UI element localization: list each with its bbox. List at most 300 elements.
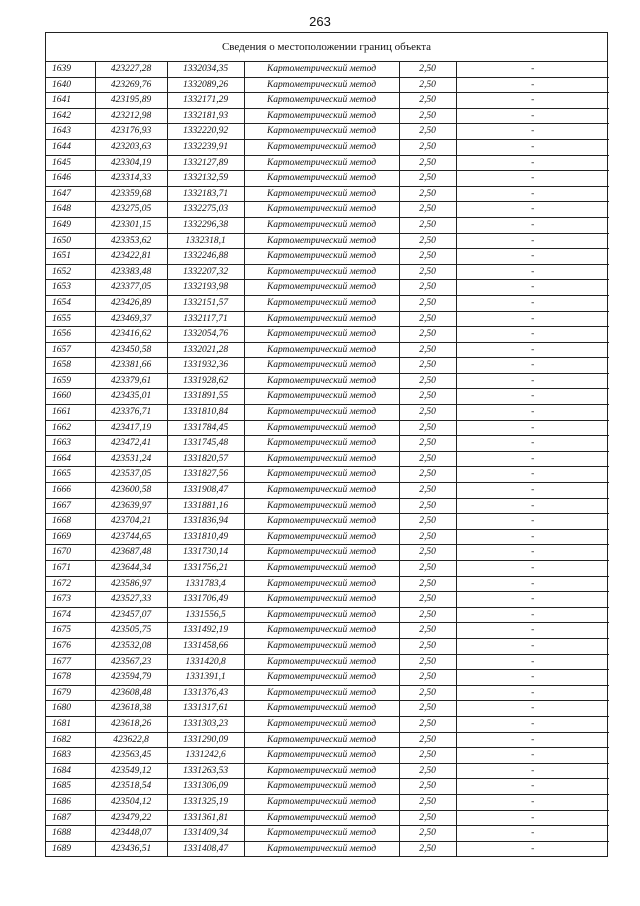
- x-coordinate-cell: 423203,63: [95, 139, 167, 155]
- boundary-coordinates-sheet: [45, 32, 608, 857]
- description-cell: -: [456, 202, 609, 218]
- x-coordinate-cell: 423586,97: [95, 576, 167, 592]
- method-cell: Картометрический метод: [244, 358, 399, 374]
- point-number-cell: 1689: [46, 841, 95, 856]
- x-coordinate-cell: 423505,75: [95, 623, 167, 639]
- method-cell: Картометрический метод: [244, 280, 399, 296]
- x-coordinate-cell: 423227,28: [95, 62, 167, 77]
- point-number-cell: 1662: [46, 420, 95, 436]
- table-row: [46, 389, 609, 405]
- section-title: Сведения о местоположении границ объекта: [46, 33, 607, 62]
- point-number-cell: 1669: [46, 529, 95, 545]
- method-cell: Картометрический метод: [244, 716, 399, 732]
- method-cell: Картометрический метод: [244, 685, 399, 701]
- accuracy-cell: 2,50: [399, 62, 456, 77]
- y-coordinate-cell: 1331745,48: [167, 436, 244, 452]
- table-row: [46, 810, 609, 826]
- y-coordinate-cell: 1331420,8: [167, 654, 244, 670]
- point-number-cell: 1684: [46, 763, 95, 779]
- y-coordinate-cell: 1331820,57: [167, 451, 244, 467]
- x-coordinate-cell: 423314,33: [95, 171, 167, 187]
- y-coordinate-cell: 1331242,6: [167, 748, 244, 764]
- description-cell: -: [456, 607, 609, 623]
- y-coordinate-cell: 1331263,53: [167, 763, 244, 779]
- y-coordinate-cell: 1331706,49: [167, 592, 244, 608]
- page-number: 263: [309, 14, 331, 29]
- point-number-cell: 1655: [46, 311, 95, 327]
- table-row: [46, 561, 609, 577]
- y-coordinate-cell: 1332127,89: [167, 155, 244, 171]
- method-cell: Картометрический метод: [244, 124, 399, 140]
- description-cell: -: [456, 654, 609, 670]
- x-coordinate-cell: 423426,89: [95, 295, 167, 311]
- point-number-cell: 1682: [46, 732, 95, 748]
- coordinates-table: [46, 62, 609, 856]
- accuracy-cell: 2,50: [399, 264, 456, 280]
- accuracy-cell: 2,50: [399, 623, 456, 639]
- point-number-cell: 1679: [46, 685, 95, 701]
- y-coordinate-cell: 1331325,19: [167, 794, 244, 810]
- description-cell: -: [456, 186, 609, 202]
- accuracy-cell: 2,50: [399, 483, 456, 499]
- description-cell: -: [456, 280, 609, 296]
- accuracy-cell: 2,50: [399, 716, 456, 732]
- table-row: [46, 685, 609, 701]
- table-row: [46, 139, 609, 155]
- method-cell: Картометрический метод: [244, 373, 399, 389]
- method-cell: Картометрический метод: [244, 638, 399, 654]
- point-number-cell: 1666: [46, 483, 95, 499]
- y-coordinate-cell: 1332054,76: [167, 327, 244, 343]
- point-number-cell: 1663: [46, 436, 95, 452]
- accuracy-cell: 2,50: [399, 186, 456, 202]
- y-coordinate-cell: 1332207,32: [167, 264, 244, 280]
- x-coordinate-cell: 423537,05: [95, 467, 167, 483]
- accuracy-cell: 2,50: [399, 826, 456, 842]
- y-coordinate-cell: 1331881,16: [167, 498, 244, 514]
- method-cell: Картометрический метод: [244, 670, 399, 686]
- method-cell: Картометрический метод: [244, 779, 399, 795]
- point-number-cell: 1677: [46, 654, 95, 670]
- description-cell: -: [456, 451, 609, 467]
- table-row: [46, 280, 609, 296]
- method-cell: Картометрический метод: [244, 826, 399, 842]
- table-row: [46, 576, 609, 592]
- x-coordinate-cell: 423622,8: [95, 732, 167, 748]
- method-cell: Картометрический метод: [244, 77, 399, 93]
- point-number-cell: 1686: [46, 794, 95, 810]
- accuracy-cell: 2,50: [399, 576, 456, 592]
- method-cell: Картометрический метод: [244, 139, 399, 155]
- table-row: [46, 295, 609, 311]
- y-coordinate-cell: 1332181,93: [167, 108, 244, 124]
- x-coordinate-cell: 423549,12: [95, 763, 167, 779]
- description-cell: -: [456, 93, 609, 109]
- point-number-cell: 1667: [46, 498, 95, 514]
- description-cell: -: [456, 264, 609, 280]
- table-row: [46, 358, 609, 374]
- accuracy-cell: 2,50: [399, 561, 456, 577]
- method-cell: Картометрический метод: [244, 389, 399, 405]
- method-cell: Картометрический метод: [244, 498, 399, 514]
- x-coordinate-cell: 423416,62: [95, 327, 167, 343]
- method-cell: Картометрический метод: [244, 217, 399, 233]
- point-number-cell: 1665: [46, 467, 95, 483]
- y-coordinate-cell: 1331827,56: [167, 467, 244, 483]
- accuracy-cell: 2,50: [399, 763, 456, 779]
- accuracy-cell: 2,50: [399, 202, 456, 218]
- method-cell: Картометрический метод: [244, 93, 399, 109]
- accuracy-cell: 2,50: [399, 77, 456, 93]
- description-cell: -: [456, 155, 609, 171]
- point-number-cell: 1640: [46, 77, 95, 93]
- method-cell: Картометрический метод: [244, 561, 399, 577]
- x-coordinate-cell: 423212,98: [95, 108, 167, 124]
- x-coordinate-cell: 423457,07: [95, 607, 167, 623]
- accuracy-cell: 2,50: [399, 779, 456, 795]
- x-coordinate-cell: 423563,45: [95, 748, 167, 764]
- table-row: [46, 62, 609, 77]
- method-cell: Картометрический метод: [244, 295, 399, 311]
- point-number-cell: 1659: [46, 373, 95, 389]
- accuracy-cell: 2,50: [399, 155, 456, 171]
- x-coordinate-cell: 423450,58: [95, 342, 167, 358]
- method-cell: Картометрический метод: [244, 186, 399, 202]
- accuracy-cell: 2,50: [399, 217, 456, 233]
- description-cell: -: [456, 436, 609, 452]
- accuracy-cell: 2,50: [399, 841, 456, 856]
- method-cell: Картометрический метод: [244, 62, 399, 77]
- x-coordinate-cell: 423504,12: [95, 794, 167, 810]
- x-coordinate-cell: 423608,48: [95, 685, 167, 701]
- accuracy-cell: 2,50: [399, 451, 456, 467]
- description-cell: -: [456, 467, 609, 483]
- table-row: [46, 716, 609, 732]
- method-cell: Картометрический метод: [244, 514, 399, 530]
- table-row: [46, 373, 609, 389]
- x-coordinate-cell: 423275,05: [95, 202, 167, 218]
- y-coordinate-cell: 1332296,38: [167, 217, 244, 233]
- description-cell: -: [456, 545, 609, 561]
- coordinates-table-body: [46, 62, 609, 856]
- point-number-cell: 1651: [46, 249, 95, 265]
- table-row: [46, 826, 609, 842]
- y-coordinate-cell: 1332318,1: [167, 233, 244, 249]
- table-row: [46, 436, 609, 452]
- table-row: [46, 592, 609, 608]
- description-cell: -: [456, 311, 609, 327]
- point-number-cell: 1646: [46, 171, 95, 187]
- x-coordinate-cell: 423618,38: [95, 701, 167, 717]
- point-number-cell: 1660: [46, 389, 95, 405]
- point-number-cell: 1664: [46, 451, 95, 467]
- description-cell: -: [456, 592, 609, 608]
- method-cell: Картометрический метод: [244, 405, 399, 421]
- table-row: [46, 732, 609, 748]
- point-number-cell: 1668: [46, 514, 95, 530]
- table-row: [46, 763, 609, 779]
- description-cell: -: [456, 826, 609, 842]
- table-row: [46, 654, 609, 670]
- description-cell: -: [456, 810, 609, 826]
- y-coordinate-cell: 1331361,81: [167, 810, 244, 826]
- description-cell: -: [456, 716, 609, 732]
- y-coordinate-cell: 1331303,23: [167, 716, 244, 732]
- x-coordinate-cell: 423518,54: [95, 779, 167, 795]
- y-coordinate-cell: 1331409,34: [167, 826, 244, 842]
- point-number-cell: 1676: [46, 638, 95, 654]
- description-cell: -: [456, 670, 609, 686]
- y-coordinate-cell: 1331290,09: [167, 732, 244, 748]
- method-cell: Картометрический метод: [244, 155, 399, 171]
- description-cell: -: [456, 389, 609, 405]
- point-number-cell: 1678: [46, 670, 95, 686]
- point-number-cell: 1645: [46, 155, 95, 171]
- method-cell: Картометрический метод: [244, 545, 399, 561]
- x-coordinate-cell: 423479,22: [95, 810, 167, 826]
- description-cell: -: [456, 124, 609, 140]
- accuracy-cell: 2,50: [399, 311, 456, 327]
- x-coordinate-cell: 423383,48: [95, 264, 167, 280]
- y-coordinate-cell: 1331836,94: [167, 514, 244, 530]
- description-cell: -: [456, 623, 609, 639]
- accuracy-cell: 2,50: [399, 498, 456, 514]
- x-coordinate-cell: 423359,68: [95, 186, 167, 202]
- y-coordinate-cell: 1331317,61: [167, 701, 244, 717]
- method-cell: Картометрический метод: [244, 732, 399, 748]
- accuracy-cell: 2,50: [399, 607, 456, 623]
- table-row: [46, 701, 609, 717]
- table-row: [46, 841, 609, 856]
- y-coordinate-cell: 1331306,09: [167, 779, 244, 795]
- point-number-cell: 1670: [46, 545, 95, 561]
- description-cell: -: [456, 701, 609, 717]
- description-cell: -: [456, 108, 609, 124]
- x-coordinate-cell: 423744,65: [95, 529, 167, 545]
- point-number-cell: 1681: [46, 716, 95, 732]
- table-row: [46, 342, 609, 358]
- y-coordinate-cell: 1332183,71: [167, 186, 244, 202]
- method-cell: Картометрический метод: [244, 264, 399, 280]
- table-row: [46, 405, 609, 421]
- accuracy-cell: 2,50: [399, 327, 456, 343]
- y-coordinate-cell: 1331556,5: [167, 607, 244, 623]
- table-row: [46, 638, 609, 654]
- accuracy-cell: 2,50: [399, 436, 456, 452]
- description-cell: -: [456, 576, 609, 592]
- method-cell: Картометрический метод: [244, 171, 399, 187]
- method-cell: Картометрический метод: [244, 311, 399, 327]
- point-number-cell: 1650: [46, 233, 95, 249]
- point-number-cell: 1648: [46, 202, 95, 218]
- y-coordinate-cell: 1331376,43: [167, 685, 244, 701]
- description-cell: -: [456, 249, 609, 265]
- table-row: [46, 794, 609, 810]
- x-coordinate-cell: 423195,89: [95, 93, 167, 109]
- point-number-cell: 1656: [46, 327, 95, 343]
- accuracy-cell: 2,50: [399, 810, 456, 826]
- description-cell: -: [456, 732, 609, 748]
- accuracy-cell: 2,50: [399, 467, 456, 483]
- x-coordinate-cell: 423618,26: [95, 716, 167, 732]
- accuracy-cell: 2,50: [399, 748, 456, 764]
- table-row: [46, 623, 609, 639]
- description-cell: -: [456, 77, 609, 93]
- point-number-cell: 1675: [46, 623, 95, 639]
- method-cell: Картометрический метод: [244, 654, 399, 670]
- description-cell: -: [456, 217, 609, 233]
- table-row: [46, 202, 609, 218]
- description-cell: -: [456, 498, 609, 514]
- accuracy-cell: 2,50: [399, 389, 456, 405]
- point-number-cell: 1647: [46, 186, 95, 202]
- x-coordinate-cell: 423353,62: [95, 233, 167, 249]
- method-cell: Картометрический метод: [244, 233, 399, 249]
- y-coordinate-cell: 1331391,1: [167, 670, 244, 686]
- y-coordinate-cell: 1332132,59: [167, 171, 244, 187]
- point-number-cell: 1687: [46, 810, 95, 826]
- y-coordinate-cell: 1331730,14: [167, 545, 244, 561]
- method-cell: Картометрический метод: [244, 467, 399, 483]
- table-row: [46, 748, 609, 764]
- description-cell: -: [456, 405, 609, 421]
- accuracy-cell: 2,50: [399, 249, 456, 265]
- point-number-cell: 1658: [46, 358, 95, 374]
- accuracy-cell: 2,50: [399, 171, 456, 187]
- method-cell: Картометрический метод: [244, 763, 399, 779]
- y-coordinate-cell: 1332171,29: [167, 93, 244, 109]
- table-row: [46, 467, 609, 483]
- x-coordinate-cell: 423304,19: [95, 155, 167, 171]
- point-number-cell: 1639: [46, 62, 95, 77]
- method-cell: Картометрический метод: [244, 607, 399, 623]
- x-coordinate-cell: 423644,34: [95, 561, 167, 577]
- table-row: [46, 311, 609, 327]
- table-row: [46, 264, 609, 280]
- y-coordinate-cell: 1331492,19: [167, 623, 244, 639]
- point-number-cell: 1654: [46, 295, 95, 311]
- accuracy-cell: 2,50: [399, 592, 456, 608]
- method-cell: Картометрический метод: [244, 342, 399, 358]
- description-cell: -: [456, 561, 609, 577]
- y-coordinate-cell: 1331891,55: [167, 389, 244, 405]
- table-row: [46, 171, 609, 187]
- y-coordinate-cell: 1332239,91: [167, 139, 244, 155]
- description-cell: -: [456, 327, 609, 343]
- y-coordinate-cell: 1331783,4: [167, 576, 244, 592]
- x-coordinate-cell: 423435,01: [95, 389, 167, 405]
- table-row: [46, 607, 609, 623]
- method-cell: Картометрический метод: [244, 623, 399, 639]
- y-coordinate-cell: 1332021,28: [167, 342, 244, 358]
- description-cell: -: [531, 64, 535, 74]
- point-number-cell: 1641: [46, 93, 95, 109]
- method-cell: Картометрический метод: [244, 576, 399, 592]
- description-cell: -: [456, 420, 609, 436]
- y-coordinate-cell: 1331810,84: [167, 405, 244, 421]
- table-row: [46, 420, 609, 436]
- point-number-cell: 1649: [46, 217, 95, 233]
- y-coordinate-cell: 1331928,62: [167, 373, 244, 389]
- y-coordinate-cell: 1332151,57: [167, 295, 244, 311]
- method-cell: Картометрический метод: [244, 436, 399, 452]
- description-cell: -: [456, 483, 609, 499]
- description-cell: -: [456, 748, 609, 764]
- method-cell: Картометрический метод: [244, 592, 399, 608]
- description-cell: -: [456, 841, 609, 856]
- y-coordinate-cell: 1331756,21: [167, 561, 244, 577]
- y-coordinate-cell: 1331908,47: [167, 483, 244, 499]
- x-coordinate-cell: 423376,71: [95, 405, 167, 421]
- method-cell: Картометрический метод: [244, 483, 399, 499]
- accuracy-cell: 2,50: [399, 670, 456, 686]
- point-number-cell: 1644: [46, 139, 95, 155]
- x-coordinate-cell: 423704,21: [95, 514, 167, 530]
- x-coordinate-cell: 423269,76: [95, 77, 167, 93]
- point-number-cell: 1672: [46, 576, 95, 592]
- x-coordinate-cell: 423436,51: [95, 841, 167, 856]
- accuracy-cell: 2,50: [399, 139, 456, 155]
- x-coordinate-cell: 423381,66: [95, 358, 167, 374]
- description-cell: -: [456, 529, 609, 545]
- description-cell: -: [456, 295, 609, 311]
- method-cell: Картометрический метод: [244, 202, 399, 218]
- point-number-cell: 1657: [46, 342, 95, 358]
- point-number-cell: 1673: [46, 592, 95, 608]
- point-number-cell: 1680: [46, 701, 95, 717]
- description-cell: -: [456, 794, 609, 810]
- y-coordinate-cell: 1332117,71: [167, 311, 244, 327]
- method-cell: Картометрический метод: [244, 420, 399, 436]
- table-row: [46, 327, 609, 343]
- x-coordinate-cell: 423639,97: [95, 498, 167, 514]
- method-cell: Картометрический метод: [244, 327, 399, 343]
- table-row: [46, 483, 609, 499]
- x-coordinate-cell: 423417,19: [95, 420, 167, 436]
- x-coordinate-cell: 423531,24: [95, 451, 167, 467]
- description-cell: -: [456, 779, 609, 795]
- x-coordinate-cell: 423472,41: [95, 436, 167, 452]
- method-cell: Картометрический метод: [244, 701, 399, 717]
- accuracy-cell: 2,50: [399, 654, 456, 670]
- point-number-cell: 1653: [46, 280, 95, 296]
- description-cell: -: [456, 358, 609, 374]
- description-cell: -: [456, 373, 609, 389]
- x-coordinate-cell: 423301,15: [95, 217, 167, 233]
- y-coordinate-cell: 1331784,45: [167, 420, 244, 436]
- point-number-cell: 1642: [46, 108, 95, 124]
- y-coordinate-cell: 1331932,36: [167, 358, 244, 374]
- method-cell: Картометрический метод: [244, 249, 399, 265]
- point-number-cell: 1661: [46, 405, 95, 421]
- y-coordinate-cell: 1332275,03: [167, 202, 244, 218]
- table-row: [46, 779, 609, 795]
- accuracy-cell: 2,50: [399, 373, 456, 389]
- table-row: [46, 77, 609, 93]
- x-coordinate-cell: 423377,05: [95, 280, 167, 296]
- method-cell: Картометрический метод: [244, 451, 399, 467]
- table-row: [46, 545, 609, 561]
- x-coordinate-cell: 423422,81: [95, 249, 167, 265]
- y-coordinate-cell: 1332193,98: [167, 280, 244, 296]
- table-row: [46, 498, 609, 514]
- x-coordinate-cell: 423567,23: [95, 654, 167, 670]
- accuracy-cell: 2,50: [399, 638, 456, 654]
- description-cell: -: [456, 514, 609, 530]
- accuracy-cell: 2,50: [399, 280, 456, 296]
- point-number-cell: 1671: [46, 561, 95, 577]
- description-cell: -: [456, 763, 609, 779]
